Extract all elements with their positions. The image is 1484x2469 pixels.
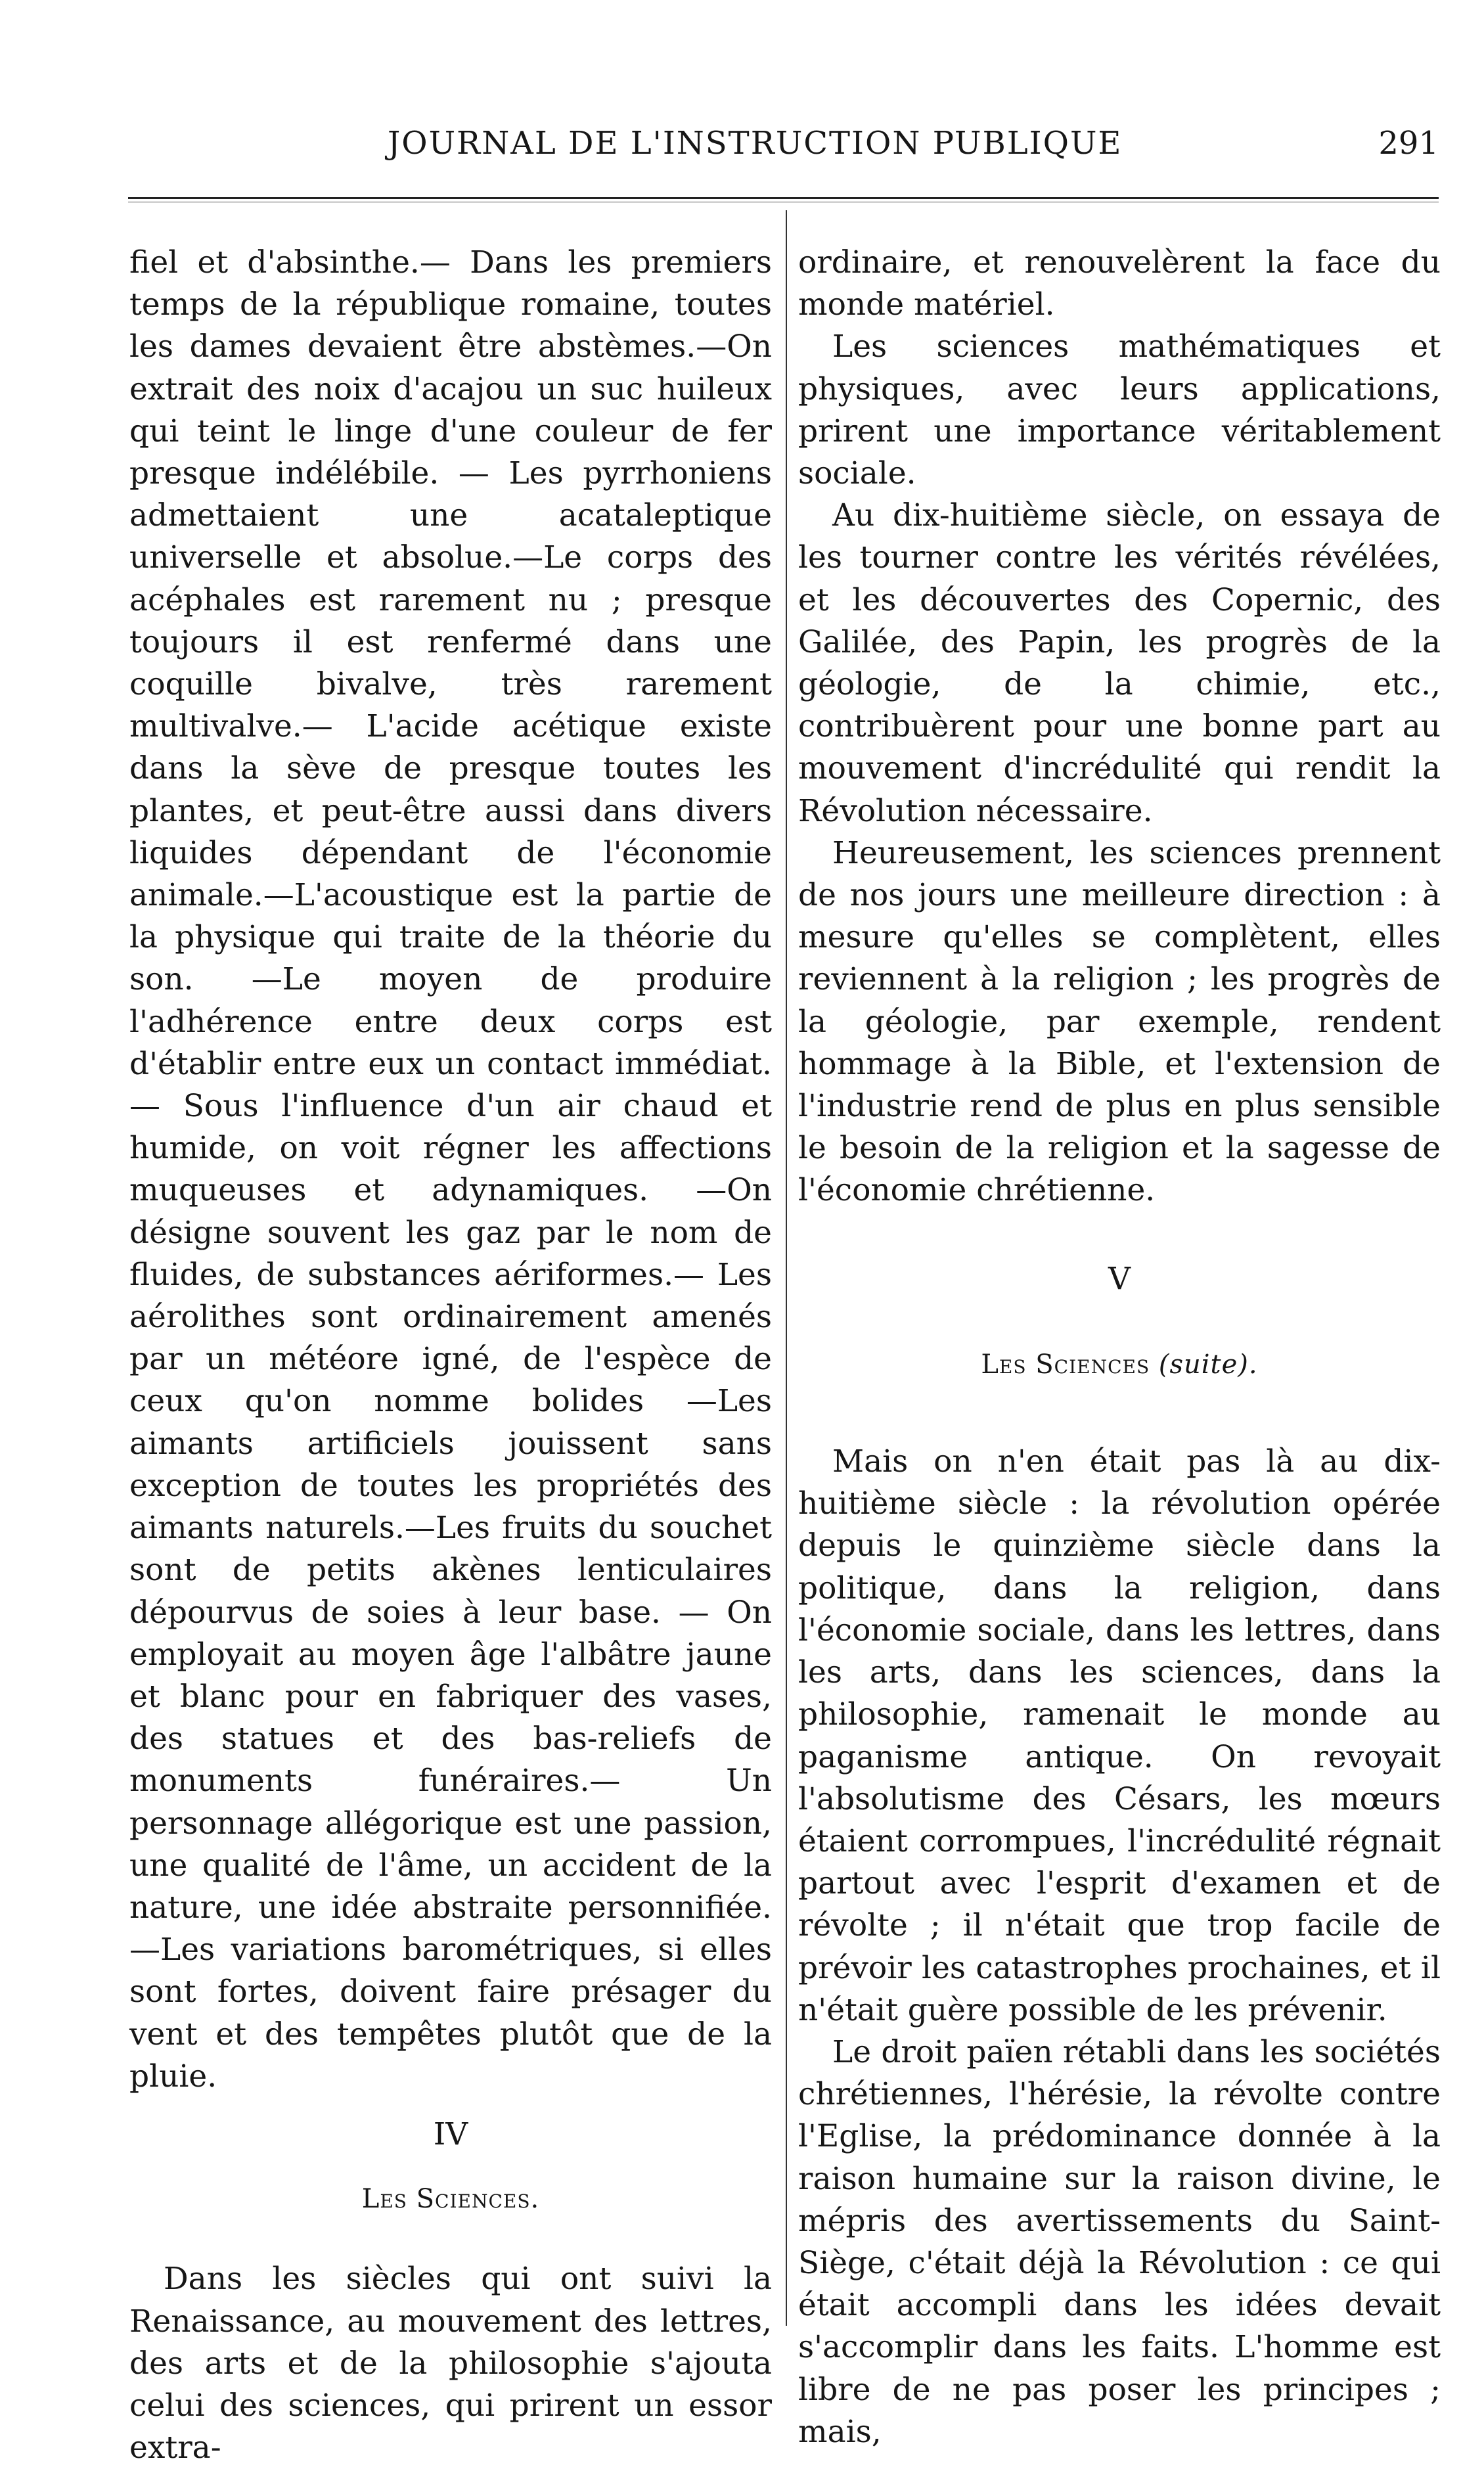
column-divider [786,210,787,2326]
page-header [131,125,1439,184]
header-rule [128,197,1439,202]
section-title [798,1344,1441,1386]
paragraph: Les sciences mathématiques et physiques, avec leurs applications, prirent une importance véritablement sociale. [798,328,1441,492]
paragraph: Heureusement, les sciences prennent de nos jours une meilleure direction : à mesure qu'elles se complètent, elles reviennent à la religion ; les progrès de la géologie, par exemple, rendent hommage à la Bible, et l'extension de l'industrie rend de plus en plus sensible le besoin de la religion et la sagesse de l'économie chrétienne. [798,834,1441,1209]
section-title-suite: (suite). [1158,1349,1258,1380]
paragraph: Mais on n'en était pas là au dix-huitième siècle : la révolution opérée depuis le quinzième siècle dans la politique, dans la religion, dans l'économie sociale, dans les lettres, dans les arts, dans les sciences, dans la philosophie, ramenait le monde au paganisme antique. On revoyait l'absolutisme des Césars, les mœurs étaient corrompues, l'incrédulité régnait partout avec l'esprit d'examen et de révolte ; il n'était que trop facile de prévoir les catastrophes prochaines, et il n'était guère possible de les prévenir. [798,1443,1441,2028]
paragraph: Au dix-huitième siècle, on essaya de les tourner contre les vérités révélées, et les découvertes des Copernic, des Galilée, des Papin, les progrès de la géologie, de la chimie, etc., contribuèrent pour une bonne part au mouvement d'incrédulité qui rendit la Révolution nécessaire. [798,497,1441,829]
section-number: V [1108,1260,1131,1297]
section-title-text: Les Sciences [981,1349,1150,1380]
right-column [798,242,1441,2453]
section-number: IV [433,2116,468,2152]
paragraph: ordinaire, et renouvelèrent la face du monde matériel. [798,244,1441,323]
section-title: Les Sciences. [361,2184,540,2215]
paragraph: Dans les siècles qui ont suivi la Renaissance, au mouvement des lettres, des arts et de la philosophie s'ajouta celui des sciences, qui prirent un essor extra- [129,2261,772,2466]
left-column [129,242,772,2469]
running-title: JOURNAL DE L'INSTRUCTION PUBLIQUE [388,125,1123,162]
paragraph: Le droit païen rétabli dans les sociétés chrétiennes, l'hérésie, la révolte contre l'Eglise, la prédominance donnée à la raison humaine sur la raison divine, le mépris des avertissements du Saint-Siège, c'était déjà la Révolution : ce qui était accompli dans les idées devait s'accomplir dans les faits. L'homme est libre de ne pas poser les principes ; mais, [798,2033,1441,2450]
page-number: 291 [1378,125,1439,162]
paragraph: fiel et d'absinthe.— Dans les premiers temps de la république romaine, toutes les dames devaient être abstèmes.—On extrait des noix d'acajou un suc huileux qui teint le linge d'une couleur de fer presque indélébile. — Les pyrrhoniens admettaient une acataleptique universelle et absolue.—Le corps des acéphales est rarement nu ; presque toujours il est renfermé dans une coquille bivalve, très rarement multivalve.— L'acide acétique existe dans la sève de presque toutes les plantes, et peut-être aussi dans divers liquides dépendant de l'économie animale.—L'acoustique est la partie de la physique qui traite de la théorie du son. —Le moyen de produire l'adhérence entre deux corps est d'établir entre eux un contact immédiat.— Sous l'influence d'un air chaud et humide, on voit régner les affections muqueuses et adynamiques. —On désigne souvent les gaz par le nom de fluides, de substances aériformes.— Les aérolithes sont ordinairement amenés par un météore igné, de l'espèce de ceux qu'on nomme bolides —Les aimants artificiels jouissent sans exception de toutes les propriétés des aimants naturels.—Les fruits du souchet sont de petits akènes lenticulaires dépourvus de soies à leur base. — On employait au moyen âge l'albâtre jaune et blanc pour en fabriquer des vases, des statues et des bas-reliefs de monuments funéraires.— Un personnage allégorique est une passion, une qualité de l'âme, un accident de la nature, une idée abstraite personnifiée.—Les variations barométriques, si elles sont fortes, doivent faire présager du vent et des tempêtes plutôt que de la pluie. [129,244,772,2095]
